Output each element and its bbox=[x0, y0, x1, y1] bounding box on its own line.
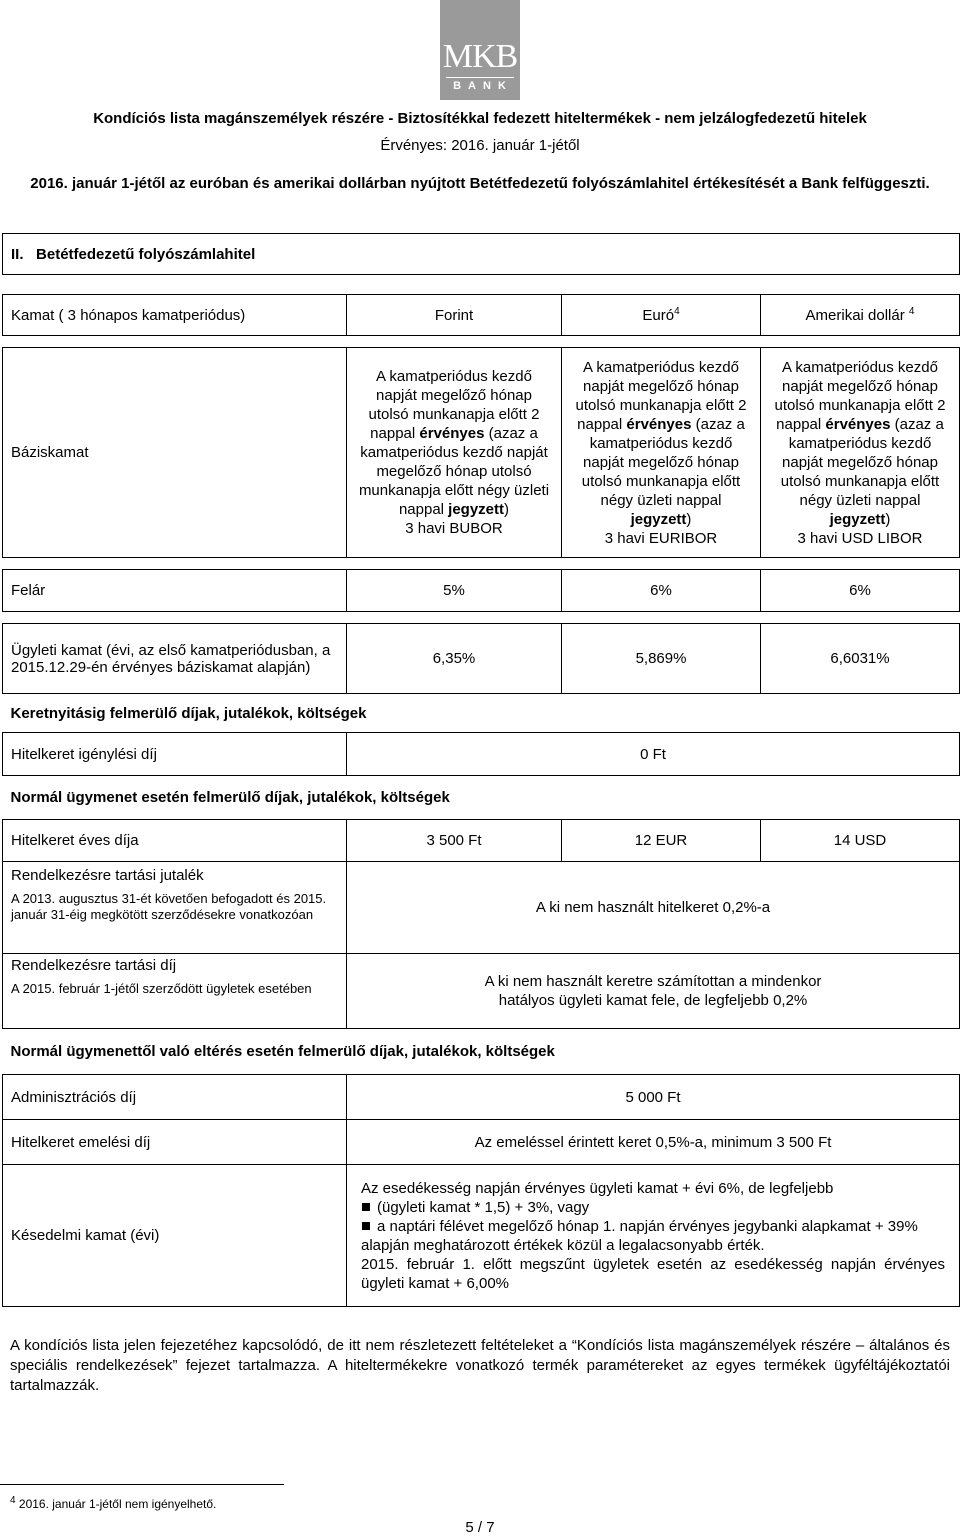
document-title: Kondíciós lista magánszemélyek részére - Biztosítékkal fedezett hiteltermékek - nem jelzálogfedezetű hitelek bbox=[93, 110, 867, 127]
commitment-commission-label: Rendelkezésre tartási jutalék bbox=[11, 867, 204, 884]
section-row bbox=[3, 776, 960, 820]
page-number: 5 / 7 bbox=[465, 1519, 495, 1536]
commitment-fee-label: Rendelkezésre tartási díj bbox=[11, 957, 177, 974]
section-heading-opening: Keretnyitásig felmerülő díjak, jutalékok, költségek bbox=[10, 704, 367, 722]
annual-fee-usd: 14 USD bbox=[761, 820, 960, 862]
footnote: $^4$ 2016. január 1-jétől nem igényelhető. bbox=[10, 1495, 217, 1511]
increase-fee-value: Az emeléssel érintett keret 0,5%-a, minimum 3 500 Ft bbox=[347, 1120, 960, 1165]
base-rate-eur: A kamatperiódus kezdő napját megelőző hónap utolsó munkanapja előtt 2 nappal érvényes (azaz a kamatperiódus kezdő napját megelőző hónap utolsó munkanapja előtt négy üzleti nappal jegyzett) 3 havi EURIBOR bbox=[562, 348, 761, 558]
increase-fee-label: Hitelkeret emelési díj bbox=[3, 1120, 347, 1165]
margin-row bbox=[3, 570, 960, 612]
footer-note: A kondíciós lista jelen fejezetéhez kapcsolódó, de itt nem részletezett feltételeket a “Kondíciós lista magánszemélyek részére – általános és speciális rendelkezések” fejezet tartalmazza. A hiteltermékekre vonatkozó termék paramétereket az egyes termékek ügyféltájékoztatói tartalmazzák. bbox=[10, 1337, 950, 1394]
margin-usd: 6% bbox=[761, 570, 960, 612]
admin-fee-row bbox=[3, 1075, 960, 1120]
conditions-table bbox=[2, 233, 960, 1307]
annual-fee-row bbox=[3, 820, 960, 862]
transaction-rate-label: Ügyleti kamat (évi, az első kamatperiódusban, a 2015.12.29-én érvényes báziskamat alapján) bbox=[3, 624, 347, 694]
margin-label: Felár bbox=[3, 570, 347, 612]
base-rate-label: Báziskamat bbox=[3, 348, 347, 558]
late-interest-label: Késedelmi kamat (évi) bbox=[3, 1165, 347, 1307]
application-fee-label: Hitelkeret igénylési díj bbox=[3, 733, 347, 776]
footnote-ref: 4 bbox=[908, 305, 915, 317]
late-interest-bullet: a naptári félévet megelőző hónap 1. napján érvényes jegybanki alapkamat + 39% bbox=[361, 1217, 945, 1236]
section-title-row bbox=[3, 234, 960, 275]
spacer bbox=[3, 336, 960, 348]
spacer bbox=[3, 558, 960, 570]
late-interest-row bbox=[3, 1165, 960, 1307]
transaction-rate-huf: 6,35% bbox=[347, 624, 562, 694]
mkb-bank-logo bbox=[440, 0, 520, 100]
commitment-fee-cell bbox=[3, 954, 347, 1029]
column-header-row bbox=[3, 295, 960, 336]
spacer bbox=[3, 612, 960, 624]
annual-fee-huf: 3 500 Ft bbox=[347, 820, 562, 862]
margin-eur: 6% bbox=[562, 570, 761, 612]
annual-fee-label: Hitelkeret éves díja bbox=[3, 820, 347, 862]
footnote-ref: 4 bbox=[674, 305, 680, 317]
commitment-fee-value: A ki nem használt keretre számítottan a mindenkor hatályos ügyleti kamat fele, de legfeljebb 0,2% bbox=[347, 954, 960, 1029]
base-rate-usd: A kamatperiódus kezdő napját megelőző hónap utolsó munkanapja előtt 2 nappal érvényes (azaz a kamatperiódus kezdő napját megelőző hónap utolsó munkanapja előtt négy üzleti nappal jegyzett) 3 havi USD LIBOR bbox=[761, 348, 960, 558]
increase-fee-row bbox=[3, 1120, 960, 1165]
usd-header: Amerikai dollár $^4$ bbox=[761, 295, 960, 336]
late-interest-extra: 2015. február 1. előtt megszűnt ügyletek esetén az esedékesség napján érvényes ügyleti kamat + 6,00% bbox=[361, 1255, 945, 1292]
application-fee-value: 0 Ft bbox=[347, 733, 960, 776]
transaction-rate-row bbox=[3, 624, 960, 694]
logo-brand: MKB bbox=[442, 38, 518, 75]
section-row bbox=[3, 1029, 960, 1075]
base-rate-row bbox=[3, 348, 960, 558]
annual-fee-eur: 12 EUR bbox=[562, 820, 761, 862]
admin-fee-value: 5 000 Ft bbox=[347, 1075, 960, 1120]
logo-rule bbox=[446, 77, 514, 78]
commitment-commission-note: A 2013. augusztus 31-ét követően befogadott és 2015. január 31-éig megkötött szerződésekre vonatkozóan bbox=[11, 891, 327, 922]
section-heading-deviation: Normál ügymenettől való eltérés esetén felmerülő díjak, jutalékok, költségek bbox=[10, 1043, 555, 1060]
margin-huf: 5% bbox=[347, 570, 562, 612]
commitment-commission-cell bbox=[3, 862, 347, 954]
spacer bbox=[3, 275, 960, 295]
logo-sub: BANK bbox=[453, 80, 513, 92]
commitment-commission-value: A ki nem használt hitelkeret 0,2%-a bbox=[347, 862, 960, 954]
late-interest-intro: Az esedékesség napján érvényes ügyleti kamat + évi 6%, de legfeljebb bbox=[361, 1179, 834, 1197]
application-fee-row bbox=[3, 733, 960, 776]
suspension-notice: 2016. január 1-jétől az euróban és amerikai dollárban nyújtott Betétfedezetű folyószámlahitel értékesítését a Bank felfüggeszti. bbox=[30, 175, 930, 192]
commitment-commission-row bbox=[3, 862, 960, 954]
eur-header: Euró$^4$ bbox=[562, 295, 761, 336]
section-row bbox=[3, 694, 960, 733]
commitment-fee-row bbox=[3, 954, 960, 1029]
transaction-rate-eur: 5,869% bbox=[562, 624, 761, 694]
validity-date: Érvényes: 2016. január 1-jétől bbox=[380, 137, 580, 154]
section-title: II. Betétfedezetű folyószámlahitel bbox=[3, 234, 960, 275]
interest-header-label: Kamat ( 3 hónapos kamatperiódus) bbox=[3, 295, 347, 336]
base-rate-huf: A kamatperiódus kezdő napját megelőző hónap utolsó munkanapja előtt 2 nappal érvényes (azaz a kamatperiódus kezdő napját megelőző hónap utolsó munkanapja előtt négy üzleti nappal jegyzett) 3 havi BUBOR bbox=[347, 348, 562, 558]
section-heading-normal: Normál ügymenet esetén felmerülő díjak, jutalékok, költségek bbox=[10, 789, 450, 806]
transaction-rate-usd: 6,6031% bbox=[761, 624, 960, 694]
footnote-divider bbox=[0, 1484, 284, 1485]
late-interest-outro: alapján meghatározott értékek közül a legalacsonyabb érték. bbox=[361, 1236, 765, 1254]
late-interest-value bbox=[347, 1165, 960, 1307]
late-interest-bullet: (ügyleti kamat * 1,5) + 3%, vagy bbox=[361, 1198, 945, 1217]
admin-fee-label: Adminisztrációs díj bbox=[3, 1075, 347, 1120]
commitment-fee-note: A 2015. február 1-jétől szerződött ügyletek esetében bbox=[11, 981, 312, 996]
huf-header: Forint bbox=[347, 295, 562, 336]
